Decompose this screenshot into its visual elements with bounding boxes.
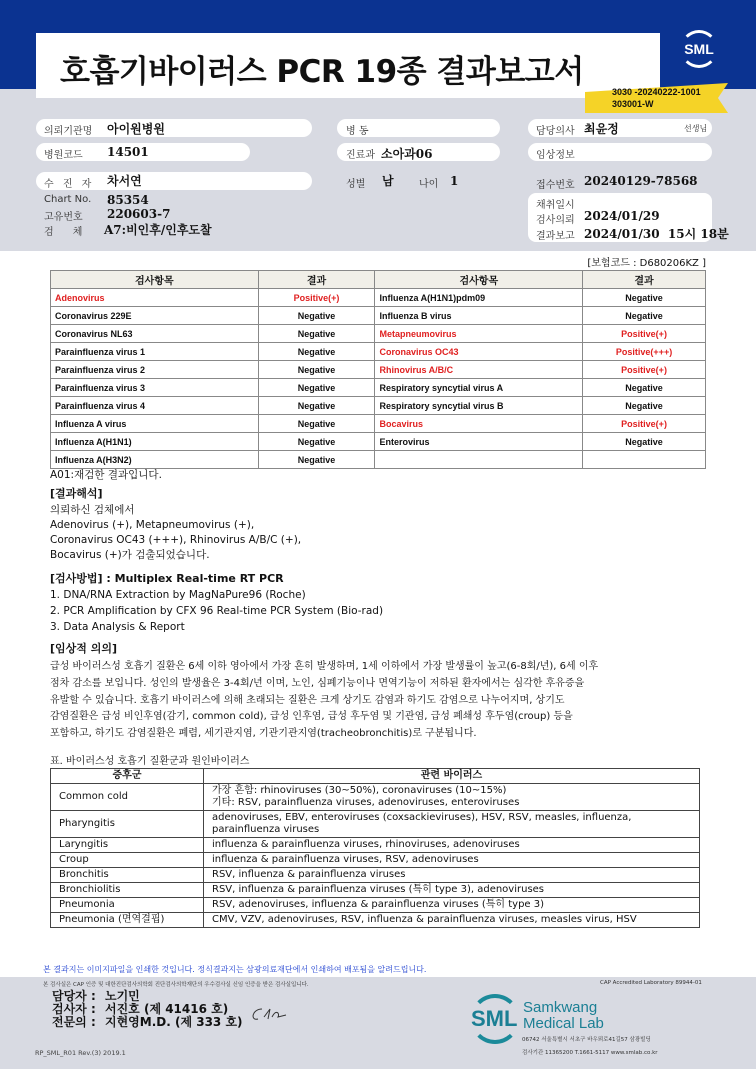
test-result: Negative <box>258 451 375 469</box>
col-header: 검사항목 <box>375 271 583 289</box>
related-viruses <box>204 913 700 928</box>
text-line: 감염질환은 급성 비인후염(감기, common cold), 급성 인후염, 급성 후두염 및 기관염, 급성 폐쇄성 후두염(croup) 등을 <box>50 711 573 723</box>
report-code-1: 3030 -20240222-1001 <box>612 87 701 97</box>
staff-role: 담당자 : <box>52 989 96 1003</box>
test-name: Enterovirus <box>375 433 583 451</box>
interpretation-title: [결과해석] <box>50 487 103 500</box>
table-row <box>51 361 706 379</box>
lab-address: 06742 서울특별시 서초구 바우뫼로41길57 삼광빌딩 <box>522 1037 651 1043</box>
virus-line: adenoviruses, EBV, enteroviruses (coxsackieviruses), HSV, RSV, measles, influenza, <box>212 812 632 823</box>
test-name: Coronavirus NL63 <box>51 325 259 343</box>
related-viruses <box>204 868 700 883</box>
table-row <box>51 289 706 307</box>
virus-line: CMV, VZV, adenoviruses, RSV, influenza & parainfluenza viruses, measles virus, HSV <box>212 914 637 925</box>
test-result: Positive(+) <box>583 361 706 379</box>
insurance-code: [보험코드 : D680206KZ ] <box>587 258 706 269</box>
test-result: Negative <box>258 343 375 361</box>
chart-label: Chart No. <box>44 194 92 205</box>
lab-name <box>523 1000 604 1032</box>
table-row <box>51 913 700 928</box>
virus-line: influenza & parainfluenza viruses, rhinoviruses, adenoviruses <box>212 839 520 850</box>
request-label: 검사의뢰 <box>536 215 575 226</box>
table-row <box>51 784 700 811</box>
related-viruses <box>204 784 700 811</box>
unique-label: 고유번호 <box>44 212 83 223</box>
virus-line: RSV, adenoviruses, influenza & parainfluenza viruses (특히 type 3) <box>212 899 545 910</box>
chart-value: 85354 <box>107 193 149 207</box>
syndrome: Bronchiolitis <box>51 883 204 898</box>
test-result: Positive(+++) <box>583 343 706 361</box>
method-section <box>50 571 383 635</box>
table-row <box>51 343 706 361</box>
related-viruses <box>204 883 700 898</box>
age-label: 나이 <box>419 179 439 190</box>
receipt-value: 20240129-78568 <box>584 174 698 188</box>
test-result: Negative <box>583 307 706 325</box>
staff-name: 지현영M.D. (제 333 호) <box>105 1015 243 1029</box>
test-name: Parainfluenza virus 1 <box>51 343 259 361</box>
cap-text: CAP Accredited Laboratory 8994​4-01 <box>600 980 702 986</box>
table-row <box>51 397 706 415</box>
clinical-title: [임상적 의의] <box>50 642 118 655</box>
doctor-value: 최윤정 <box>584 122 619 136</box>
request-value: 2024/01/29 <box>584 209 660 223</box>
institution-value: 아이원병원 <box>107 122 165 136</box>
col-header: 결과 <box>583 271 706 289</box>
report-code-2: 303001-W <box>612 99 654 109</box>
staff-role: 전문의 : <box>52 1015 96 1029</box>
test-result: Positive(+) <box>583 325 706 343</box>
results-table <box>50 270 706 469</box>
hospital-code-label: 병원코드 <box>44 150 83 161</box>
disease-table-caption: 표. 바이러스성 호흡기 질환군과 원인바이러스 <box>50 756 250 767</box>
test-result: Negative <box>258 307 375 325</box>
test-name: Coronavirus 229E <box>51 307 259 325</box>
patient-value: 차서연 <box>107 174 142 188</box>
test-result: Negative <box>258 433 375 451</box>
institution-label: 의뢰기관명 <box>44 126 93 137</box>
test-name: Bocavirus <box>375 415 583 433</box>
cert-text: 본 검사실은 CAP 인증 및 대한진단검사의학회 진단검사의학재단의 우수검사실 신임 인증을 받은 검사실입니다. <box>43 982 309 988</box>
text-line: 1. DNA/RNA Extraction by MagNaPure96 (Roche) <box>50 589 306 601</box>
text-line: Bocavirus (+)가 검출되었습니다. <box>50 549 210 561</box>
staff-role: 검사자 : <box>52 1002 96 1016</box>
test-name: Parainfluenza virus 4 <box>51 397 259 415</box>
test-name: Respiratory syncytial virus B <box>375 397 583 415</box>
test-result: Negative <box>583 379 706 397</box>
test-result: Negative <box>583 397 706 415</box>
page-title: 호흡기바이러스 PCR 19종 결과보고서 <box>60 54 584 90</box>
doctor-suffix: 선생님 <box>684 124 708 133</box>
virus-line: 가장 흔함: rhinoviruses (30~50%), coronaviruses (10~15%) <box>212 785 507 796</box>
test-name: Respiratory syncytial virus A <box>375 379 583 397</box>
staff-name: 노기민 <box>105 989 140 1003</box>
table-row <box>51 451 706 469</box>
test-name: Influenza B virus <box>375 307 583 325</box>
text-line: Adenovirus (+), Metapneumovirus (+), <box>50 519 255 531</box>
dept-value: 소아과06 <box>381 147 433 161</box>
clinical-section <box>50 641 598 743</box>
unique-value: 220603-7 <box>107 207 171 221</box>
col-header: 관련 바이러스 <box>204 769 700 784</box>
table-row <box>51 883 700 898</box>
ward-label: 병 동 <box>346 126 369 137</box>
table-row <box>51 433 706 451</box>
text-line: 2. PCR Amplification by CFX 96 Real-time PCR System (Bio-rad) <box>50 605 384 617</box>
lab-name-1: Samkwang <box>523 999 598 1016</box>
dept-label: 진료과 <box>346 150 375 161</box>
test-name: Influenza A(H1N1) <box>51 433 259 451</box>
table-row <box>51 898 700 913</box>
hospital-code-value: 14501 <box>107 145 149 159</box>
test-name: Parainfluenza virus 3 <box>51 379 259 397</box>
syndrome: Pneumonia (면역결핍) <box>51 913 204 928</box>
specimen-value: A7:비인후/인후도찰 <box>104 223 212 237</box>
test-result: Positive(+) <box>258 289 375 307</box>
related-viruses <box>204 838 700 853</box>
test-name: Rhinovirus A/B/C <box>375 361 583 379</box>
interpretation-section <box>50 486 301 563</box>
table-row <box>51 307 706 325</box>
staff-block <box>52 990 243 1029</box>
collect-label: 채취일시 <box>536 200 575 211</box>
staff-line <box>52 1016 243 1029</box>
test-result: Negative <box>258 415 375 433</box>
table-row <box>51 853 700 868</box>
test-name: Metapneumovirus <box>375 325 583 343</box>
table-row <box>51 868 700 883</box>
virus-line: parainfluenza viruses <box>212 824 320 835</box>
text-line: 급성 바이러스성 호흡기 질환은 6세 이하 영아에서 가장 흔히 발생하며, 1세 이하에서 가장 발생률이 높고(6-8회/년), 6세 이후 <box>50 661 599 672</box>
method-title: [검사방법] : Multiplex Real-time RT PCR <box>50 572 284 585</box>
text-line: 포함하고, 하기도 감염질환은 폐렴, 세기관지염, 기관기관지염(tracheobronchitis)로 구분됩니다. <box>50 728 477 740</box>
table-row <box>51 325 706 343</box>
test-result: Positive(+) <box>583 415 706 433</box>
virus-line: 기타: RSV, parainfluenza viruses, adenoviruses, enteroviruses <box>212 797 520 808</box>
test-result: Negative <box>583 289 706 307</box>
test-name: Influenza A(H3N2) <box>51 451 259 469</box>
table-row <box>51 415 706 433</box>
syndrome: Croup <box>51 853 204 868</box>
text-line: 유발할 수 있습니다. 호흡기 바이러스에 의해 초래되는 질환은 크게 상기도 감염과 하기도 감염으로 나누어지며, 상기도 <box>50 694 565 706</box>
form-code: RP_SML_R01 Rev.(3) 2019.1 <box>35 1049 126 1057</box>
specimen-label: 검 체 <box>44 227 83 238</box>
text-line: 점차 감소를 보입니다. 성인의 발생율은 3-4회/년 이며, 노인, 심폐기능이나 면역기능이 저하된 환자에서는 심각한 후유증을 <box>50 677 585 689</box>
image-notice: 본 결과지는 이미지파일을 인쇄한 것입니다. 정식결과지는 삼광의료재단에서 인쇄하여 배포됨을 알려드립니다. <box>43 965 427 974</box>
report-label: 결과보고 <box>536 231 575 242</box>
retest-note: A01:재검한 결과입니다. <box>50 469 162 481</box>
clinical-label: 임상정보 <box>536 150 575 161</box>
test-result <box>583 451 706 469</box>
related-viruses <box>204 811 700 838</box>
virus-line: RSV, influenza & parainfluenza viruses <box>212 869 406 880</box>
syndrome: Pneumonia <box>51 898 204 913</box>
test-name <box>375 451 583 469</box>
related-viruses <box>204 853 700 868</box>
patient-label: 수 진 자 <box>44 179 95 190</box>
table-row <box>51 379 706 397</box>
sex-value: 남 <box>382 174 394 188</box>
col-header: 증후군 <box>51 769 204 784</box>
sml-footer-logo-text: SML <box>471 1006 518 1031</box>
syndrome: Bronchitis <box>51 868 204 883</box>
test-result: Negative <box>583 433 706 451</box>
text-line: 3. Data Analysis & Report <box>50 621 185 633</box>
staff-name: 서진호 (제 41416 호) <box>105 1002 229 1016</box>
syndrome: Common cold <box>51 784 204 811</box>
doctor-label: 담당의사 <box>536 126 575 137</box>
syndrome: Pharyngitis <box>51 811 204 838</box>
related-viruses <box>204 898 700 913</box>
test-name: Influenza A(H1N1)pdm09 <box>375 289 583 307</box>
test-name: Influenza A virus <box>51 415 259 433</box>
test-result: Negative <box>258 361 375 379</box>
table-row <box>51 811 700 838</box>
col-header: 검사항목 <box>51 271 259 289</box>
text-line: Coronavirus OC43 (+++), Rhinovirus A/B/C (+), <box>50 534 302 546</box>
receipt-label: 접수번호 <box>536 180 575 191</box>
test-result: Negative <box>258 397 375 415</box>
test-name: Parainfluenza virus 2 <box>51 361 259 379</box>
table-row <box>51 838 700 853</box>
test-name: Adenovirus <box>51 289 259 307</box>
disease-table <box>50 768 700 928</box>
test-name: Coronavirus OC43 <box>375 343 583 361</box>
sex-label: 성별 <box>346 179 366 190</box>
sml-logo-icon: SML <box>680 30 718 68</box>
lab-name-2: Medical Lab <box>523 1015 604 1032</box>
col-header: 결과 <box>258 271 375 289</box>
report-value: 2024/01/30 15시 18분 <box>584 227 729 241</box>
signature-icon <box>250 1005 295 1025</box>
virus-line: RSV, influenza & parainfluenza viruses (특히 type 3), adenoviruses <box>212 884 545 895</box>
virus-line: influenza & parainfluenza viruses, RSV, adenoviruses <box>212 854 479 865</box>
test-result: Negative <box>258 379 375 397</box>
text-line: 의뢰하신 검체에서 <box>50 504 135 516</box>
syndrome: Laryngitis <box>51 838 204 853</box>
test-result: Negative <box>258 325 375 343</box>
lab-contact: 검사기관 11365200 T.1661-5117 www.smlab.co.kr <box>522 1050 658 1056</box>
age-value: 1 <box>450 174 459 188</box>
